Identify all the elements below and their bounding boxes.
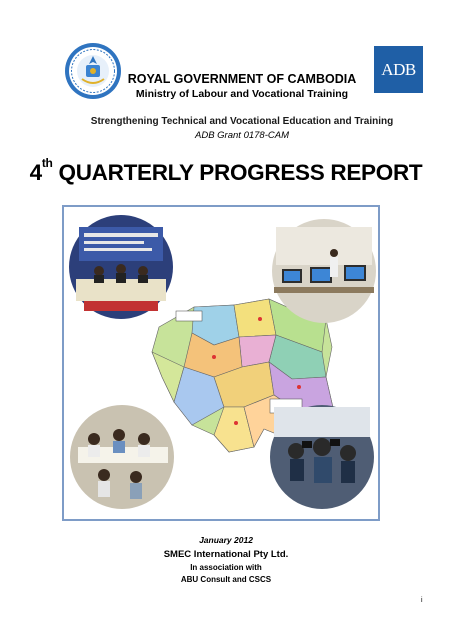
conference-photo: [69, 215, 173, 319]
page-number: i: [421, 597, 423, 604]
cover-collage: [62, 205, 380, 521]
report-title: [0, 156, 452, 186]
adb-logo: ADB: [374, 46, 423, 93]
computer-lab-photo: [272, 219, 376, 323]
report-date: January 2012: [199, 535, 253, 545]
grant-number: ADB Grant 0178-CAM: [195, 130, 289, 141]
association-label: In association with: [190, 563, 262, 572]
project-title: Strengthening Technical and Vocational Education and Training: [90, 116, 394, 127]
partner-names: ABU Consult and CSCS: [180, 575, 272, 584]
company-name: SMEC International Pty Ltd.: [163, 549, 289, 560]
report-title-text: QUARTERLY PROGRESS REPORT: [58, 160, 423, 185]
report-ordinal-suffix: th: [41, 156, 53, 170]
government-title: ROYAL GOVERNMENT OF CAMBODIA: [127, 72, 357, 86]
ministry-name: Ministry of Labour and Vocational Training: [135, 88, 349, 100]
collage-graphic: [64, 207, 378, 519]
classroom-photo: [70, 405, 174, 509]
press-photo: [270, 405, 374, 509]
report-number: 4: [29, 160, 42, 185]
